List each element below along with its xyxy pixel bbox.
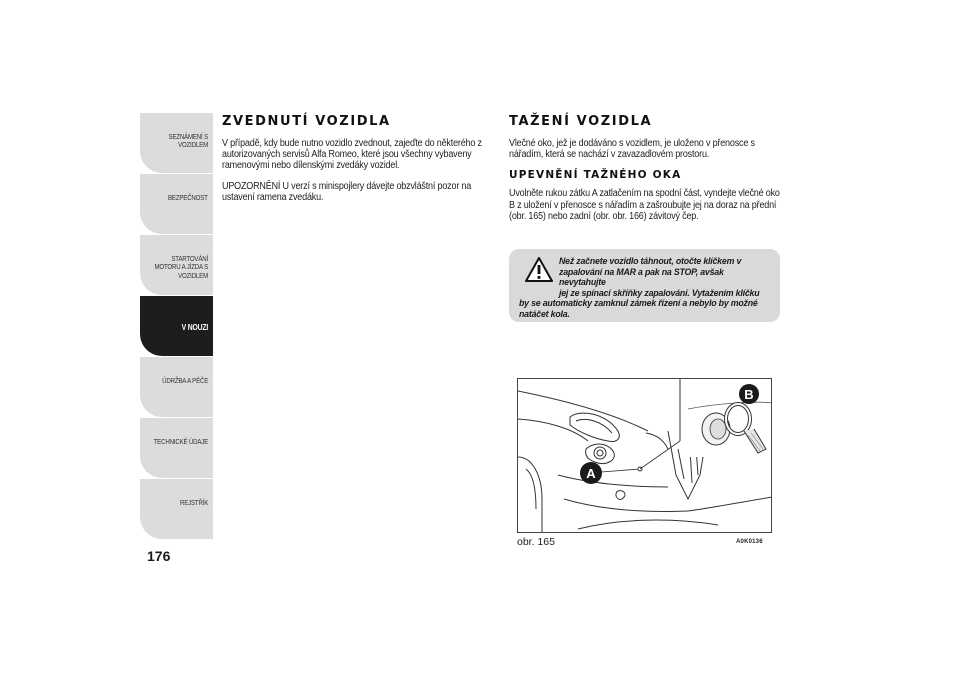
warning-line: natáčet kola.: [519, 308, 570, 319]
section-heading: ZVEDNUTÍ VOZIDLA: [222, 114, 391, 129]
warning-triangle-icon: [525, 257, 553, 282]
tab-label: ÚDRŽBA A PÉČE: [161, 376, 208, 385]
body-paragraph: Uvolněte rukou zátku A zatlačením na spodní část, vyndejte vlečné oko B z uložení v přenosce s nářadím a zašroubujte jej na doraz na přední (obr. 165) nebo zadní (obr. obr. 166) závitový čep.: [509, 188, 780, 222]
car-front-illustration: [518, 379, 772, 533]
body-paragraph: UPOZORNĚNÍ U verzí s minispojlery dávejte obzvláštní pozor na ustavení ramena zvedáku.: [222, 180, 472, 203]
warning-line: zapalování na MAR a pak na STOP, avšak nevytahujte: [559, 266, 724, 288]
body-paragraph: Vlečné oko, jež je dodáváno s vozidlem, je uloženo v přenosce s nářadím, která se nachází v zavazadlovém prostoru.: [509, 138, 755, 161]
figure-code: A0K0136: [736, 539, 763, 545]
tab-bezpecnost[interactable]: [140, 174, 213, 234]
section-heading: TAŽENÍ VOZIDLA: [509, 114, 653, 129]
label-b: B: [744, 387, 754, 402]
figure-tow-hook: [517, 378, 772, 533]
warning-line: Než začnete vozidlo táhnout, otočte klíčkem v: [559, 256, 742, 266]
tab-label: BEZPEČNOST: [168, 193, 208, 202]
tab-seznameni-s-vozidlem[interactable]: [140, 113, 213, 173]
warning-line: jej ze spínací skříňky zapalování. Vytažením klíčku: [559, 287, 760, 298]
tab-label: SEZNÁMENÍ S VOZIDLEM: [168, 132, 208, 150]
tab-label: TECHNICKÉ ÚDAJE: [153, 437, 208, 446]
chapter-sidebar: [140, 113, 213, 540]
warning-box: [509, 249, 780, 322]
tab-startovani-motoru[interactable]: [140, 235, 213, 295]
tab-label: STARTOVÁNÍ MOTORU A JÍZDA S VOZIDLEM: [154, 254, 208, 280]
tab-v-nouzi[interactable]: [140, 296, 213, 356]
figure-caption: obr. 165: [517, 536, 555, 548]
warning-line: by se automaticky zamknul zámek řízení a nebylo by možné: [519, 298, 758, 309]
tab-rejstrik[interactable]: [140, 479, 213, 539]
tab-technicke-udaje[interactable]: [140, 418, 213, 478]
subsection-heading: UPEVNĚNÍ TAŽNÉHO OKA: [509, 169, 682, 182]
body-paragraph: V případě, kdy bude nutno vozidlo zvednout, zajeďte do některého z autorizovaných servisů Alfa Romeo, které jsou všechny vybaveny ramenovými nebo dílenskými zvedáky vozidel.: [222, 138, 482, 172]
warning-text: [519, 256, 770, 320]
tab-label: REJSTŘÍK: [179, 498, 208, 507]
tab-udrzba-a-pece[interactable]: [140, 357, 213, 417]
section-lifting: [222, 114, 494, 212]
page-number: 176: [147, 548, 171, 564]
section-towing: [509, 114, 781, 231]
tab-label: V NOUZI: [181, 323, 208, 332]
label-a: A: [586, 466, 596, 481]
